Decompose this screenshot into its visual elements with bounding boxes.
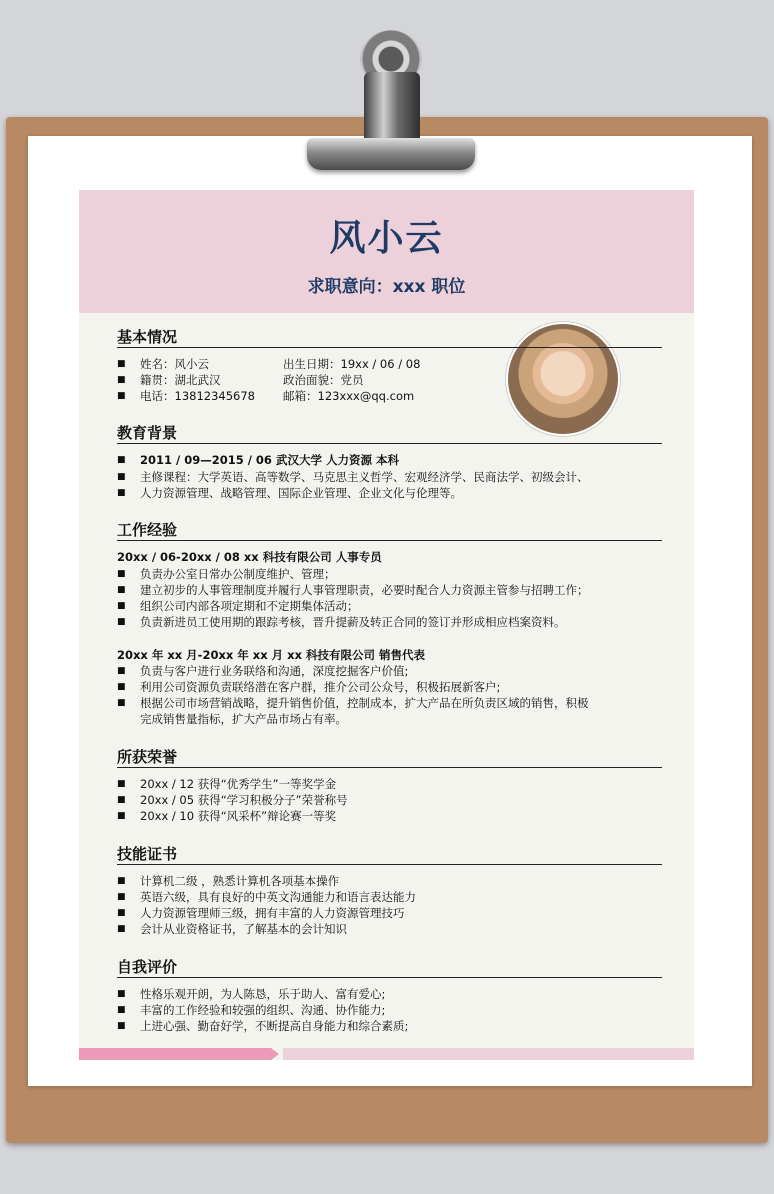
job2-item-cont: 完成销售量指标，扩大产品市场占有率。	[140, 712, 347, 726]
basic-phone: ■ 电话：13812345678	[140, 388, 255, 404]
applicant-name: 风小云	[329, 218, 444, 259]
skill-item: ■ 英语六级，具有良好的中英文沟通能力和语言表达能力	[140, 889, 416, 905]
honor-item: ■ 20xx / 12 获得“优秀学生”一等奖学金	[140, 776, 336, 792]
job2-item: ■ 根据公司市场营销战略，提升销售价值，控制成本，扩大产品在所负责区域的销售，积极	[140, 695, 589, 711]
basic-name: ■ 姓名：风小云	[140, 356, 209, 372]
section-self-title: 自我评价	[117, 958, 662, 978]
job1-item: ■ 组织公司内部各项定期和不定期集体活动；	[140, 598, 359, 614]
section-work-title: 工作经验	[117, 521, 662, 541]
job1-item: ■ 建立初步的人事管理制度并履行人事管理职责，必要时配合人力资源主管参与招聘工作；	[140, 582, 589, 598]
skill-item: ■ 会计从业资格证书，了解基本的会计知识	[140, 921, 347, 937]
basic-email: 邮箱：123xxx@qq.com	[283, 389, 415, 403]
skill-item: ■ 计算机二级 ，熟悉计算机各项基本操作	[140, 873, 339, 889]
basic-birth: 出生日期：19xx / 06 / 08	[283, 357, 421, 371]
education-item: ■ 2011 / 09—2015 / 06 武汉大学 人力资源 本科	[140, 452, 399, 468]
self-item: ■ 性格乐观开朗，为人陈恳，乐于助人、富有爱心;	[140, 986, 385, 1002]
self-item: ■ 丰富的工作经验和较强的组织、沟通、协作能力;	[140, 1002, 385, 1018]
section-skills-title: 技能证书	[117, 845, 662, 865]
job2-header: 20xx 年 xx 月-20xx 年 xx 月 xx 科技有限公司 销售代表	[117, 648, 425, 662]
job2-item: ■ 负责与客户进行业务联络和沟通，深度挖掘客户价值;	[140, 663, 408, 679]
basic-political: 政治面貌：党员	[283, 373, 364, 387]
job1-header: 20xx / 06-20xx / 08 xx 科技有限公司 人事专员	[117, 550, 382, 564]
footer-accent-bar	[79, 1048, 279, 1060]
resume-header	[79, 190, 694, 313]
job1-item: ■ 负责新进员工使用期的跟踪考核，晋升提薪及转正合同的签订并形成相应档案资料。	[140, 614, 566, 630]
skill-item: ■ 人力资源管理师三级，拥有丰富的人力资源管理技巧	[140, 905, 405, 921]
education-item: ■ 人力资源管理、战略管理、国际企业管理、企业文化与伦理等。	[140, 485, 462, 501]
clip-base	[307, 138, 475, 170]
section-honors-title: 所获荣誉	[117, 748, 662, 768]
section-basic-title: 基本情况	[117, 328, 662, 348]
clip-body	[364, 72, 420, 144]
self-item: ■ 上进心强、勤奋好学，不断提高自身能力和综合素质;	[140, 1018, 408, 1034]
honor-item: ■ 20xx / 05 获得“学习积极分子”荣誉称号	[140, 792, 348, 808]
footer-bar	[283, 1048, 694, 1060]
job-intent: 求职意向：xxx 职位	[307, 277, 466, 297]
section-education-title: 教育背景	[117, 424, 662, 444]
education-item: ■ 主修课程：大学英语、高等数学、马克思主义哲学、宏观经济学、民商法学、初级会计、	[140, 469, 589, 485]
basic-origin: ■ 籍贯：湖北武汉	[140, 372, 221, 388]
job2-item: ■ 利用公司资源负责联络潜在客户群，推介公司公众号，积极拓展新客户;	[140, 679, 500, 695]
honor-item: ■ 20xx / 10 获得“风采杯”辩论赛一等奖	[140, 808, 336, 824]
job1-item: ■ 负责办公室日常办公制度维护、管理；	[140, 566, 336, 582]
